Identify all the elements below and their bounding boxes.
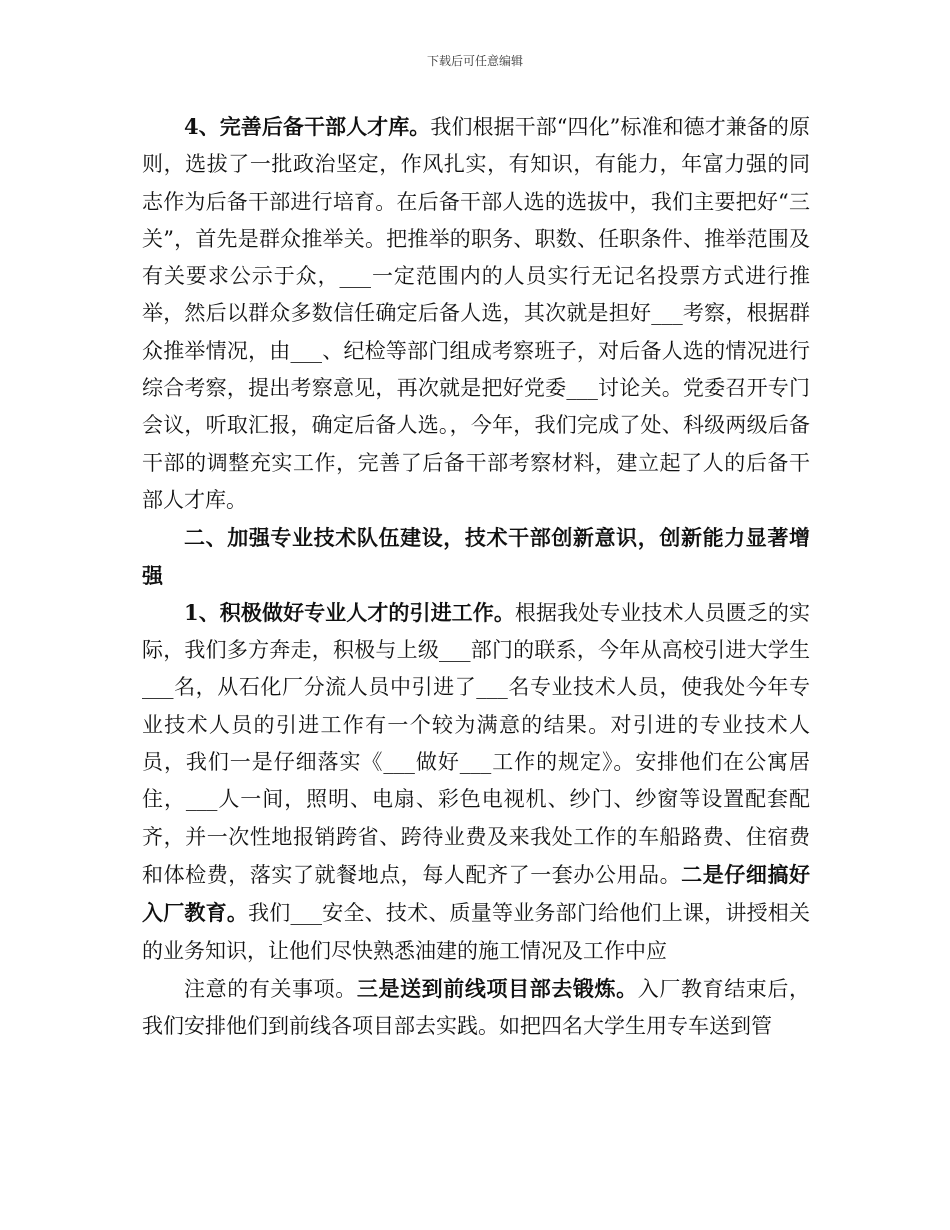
paragraph-text: 入厂教育结束后，我们安排他们到前线各项目部去实践。如把四名大学生用专车送到管 [142,976,811,1039]
paragraph-text: 注意的有关事项。 [184,976,357,1001]
paragraph-text: 我们___安全、技术、质量等业务部门给他们上课，讲授相关的业务知识，让他们尽快熟悉油建的施工情况及工作中应 [142,901,811,963]
paragraph-talent-introduction [142,594,810,970]
section-heading: 二、加强专业技术队伍建设，技术干部创新意识，创新能力显著增强 [142,525,810,588]
paragraph-text: 根据我处专业技术人员匮乏的实际，我们多方奔走，积极与上级___部门的联系，今年从高校引进大学生___名，从石化厂分流人员中引进了___名专业技术人员，使我处今年专业技术人员的引进工作有一个较为满意的结果。对引进的专业技术人员，我们一是仔细落实《___做好___工作的规定》。安排他们在公寓居住，___人一间，照明、电扇、彩色电视机、纱门、纱窗等设置配套配齐，并一次性地报销跨省、跨待业费及来我处工作的车船路费、住宿费和体检费，落实了就餐地点，每人配齐了一套办公用品。 [142,600,810,887]
page-header: 下载后可任意编辑 [426,54,523,68]
paragraph-lead-bold: 4、完善后备干部人才库。 [184,114,431,139]
paragraph-inline-bold: 二是仔细搞好入厂教育。 [142,861,811,926]
paragraph-text: 我们根据干部“四化”标准和德才兼备的原则，选拔了一批政治坚定，作风扎实，有知识，有能力，年富力强的同志作为后备干部进行培育。在后备干部人选的选拔中，我们主要把好“三关”，首先是群众推举关。把推举的职务、职数、任职条件、推举范围及有关要求公示于众，___一定范围内的人员实行无记名投票方式进行推举，然后以群众多数信任确定后备人选，其次就是担好___考察，根据群众推举情况，由___、纪检等部门组成考察班子，对后备人选的情况进行综合考察，提出考察意见，再次就是把好党委___讨论关。党委召开专门会议，听取汇报，确定后备人选。，今年，我们完成了处、科级两级后备干部的调整充实工作，完善了后备干部考察材料，建立起了人的后备干部人才库。 [142,115,810,512]
paragraph-frontline-training [142,970,810,1046]
paragraph-reserve-cadre-pool [142,108,810,519]
document-body [142,108,810,1045]
paragraph-inline-bold: 三是送到前线项目部去锻炼。 [356,975,638,1001]
paragraph-lead-bold: 1、积极做好专业人才的引进工作。 [184,599,515,625]
